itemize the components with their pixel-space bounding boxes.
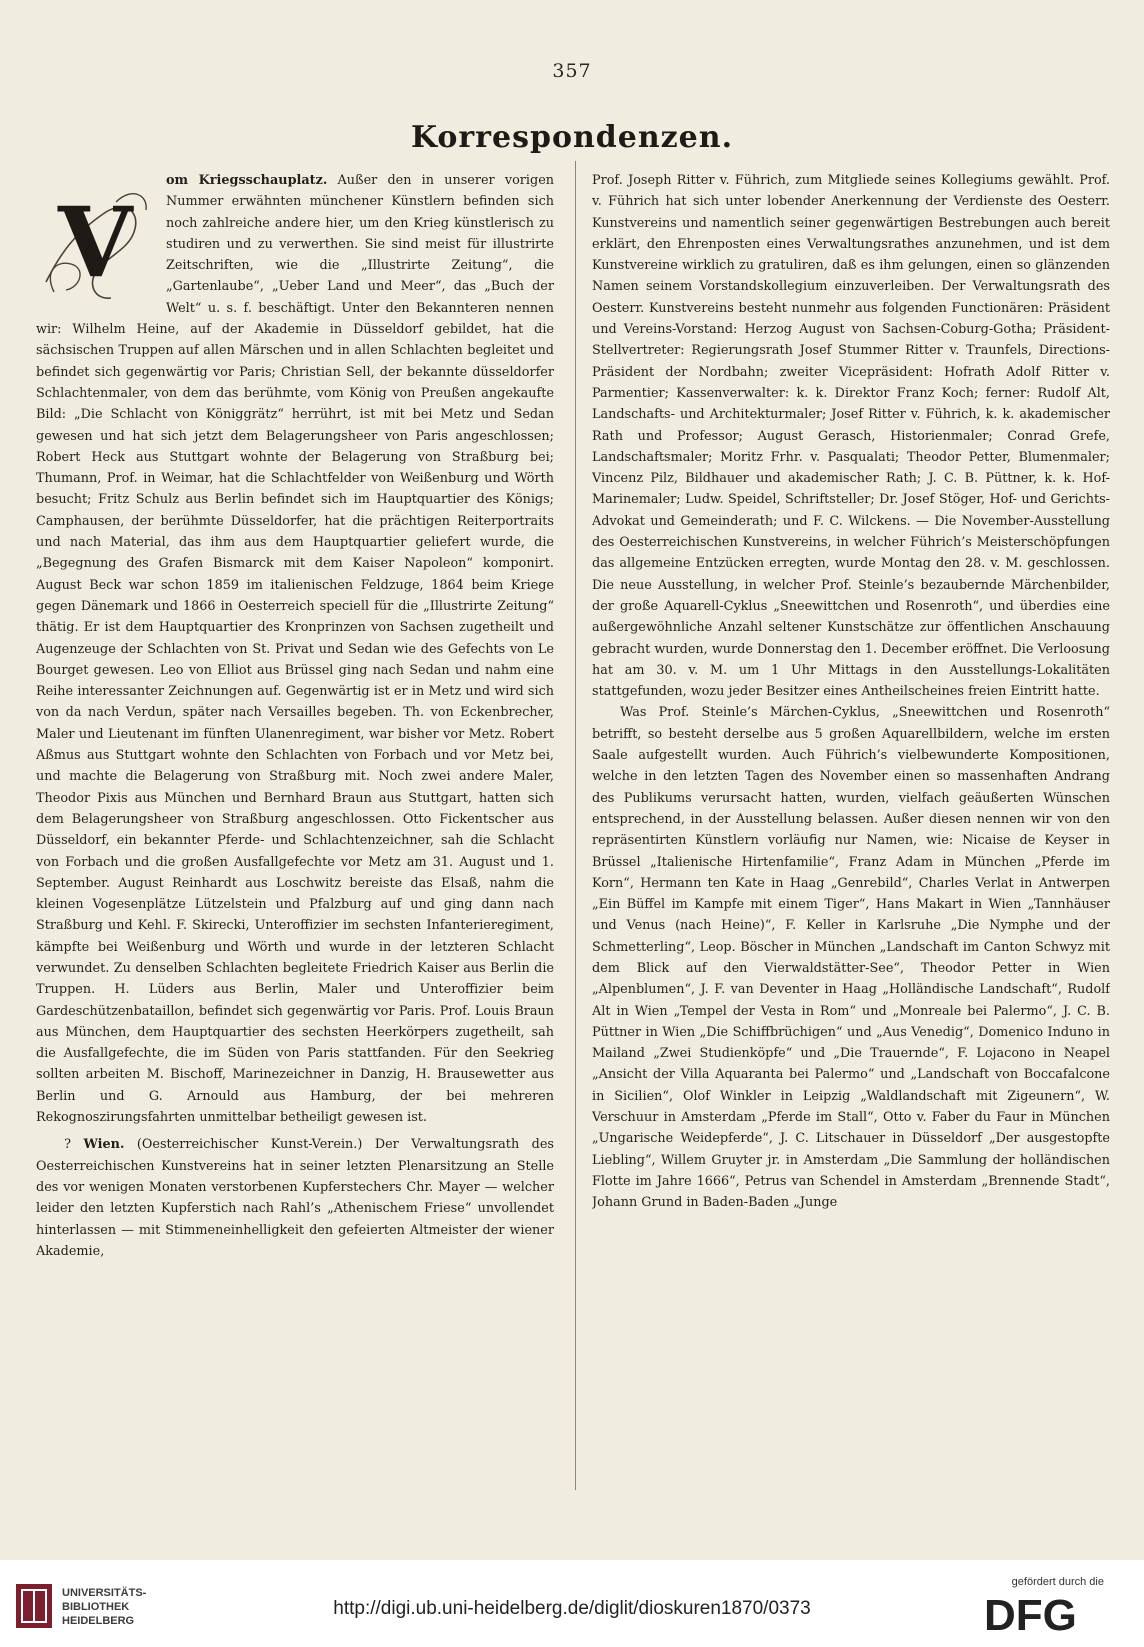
page-number: 357 <box>552 60 592 82</box>
section-heading: Korrespondenzen. <box>410 120 734 155</box>
p2-lead: Wien. <box>83 1137 125 1153</box>
right-p2: Was Prof. Steinle’s Märchen-Cyklus, „Sneewittchen und Rosenroth“ betrifft, so besteht derselbe aus 5 großen Aquarellbildern, welche im ersten Saale aufgestellt wurden. Auch Führich’s vielbewunderte Kompositionen, welche in den letzten Tagen des November einen so massenhaften Andrang des Publikums verursacht hatten, wurden, vielfach geäußerten Wünschen entsprechend, in der Ausstellung belassen. Außer diesen nennen wir von den repräsentirten Künstlern vorläufig nur Namen, wie: Nicaise de Keyser in Brüssel „Italienische Hirtenfamilie“, Franz Adam in München „Pferde im Korn“, Hermann ten Kate in Haag „Genrebild“, Charles Verlat in Antwerpen „Ein Büffel im Kampfe mit einem Tiger“, Hans Makart in Wien „Tannhäuser und Venus (nach Heine)“, F. Keller in Karlsruhe „Die Nymphe und der Schmetterling“, Leop. Böscher in München „Landschaft im Canton Schwyz mit dem Blick auf den Vierwaldstätter-See“, Theodor Petter in Wien „Alpenblumen“, J. F. van Deventer in Haag „Holländische Landschaft“, Rudolf Alt in Wien „Tempel der Vesta in Rom“ und „Monreale bei Palermo“, J. C. B. Püttner in Wien „Die Schiffbrüchigen“ und „Aus Venedig“, Domenico Induno in Mailand „Zwei Studienköpfe“ und „Die Trauernde“, F. Lojacono in Neapel „Ansicht der Villa Aquaranta bei Palermo“ und „Landschaft von Boccafalcone in Sicilien“, Olof Winkler in Leipzig „Waldlandschaft mit Zigeunern“, W. Verschuur in Amsterdam „Pferde im Stall“, Otto v. Faber du Faur in München „Ungarische Weidepferde“, J. C. Litschauer in Düsseldorf „Der ausgestopfte Liebling“, Willem Gruyter jr. in Amsterdam „Die Sammlung der holländischen Flotte im Jahre 1666“, Petrus van Schendel in Amsterdam „Brennende Stadt“, Johann Grund in Baden-Baden „Junge <box>592 705 1110 1211</box>
ornamental-dropcap <box>36 172 156 310</box>
dropcap-ornament-icon <box>36 172 156 310</box>
column-divider <box>575 161 576 1490</box>
p2-prefix: ? <box>64 1137 72 1153</box>
p1-lead: om Kriegsschauplatz. <box>166 173 328 188</box>
dropcap-letter: V <box>58 186 133 299</box>
library-name: UNIVERSITÄTS- BIBLIOTHEK HEIDELBERG <box>62 1587 147 1627</box>
p2-body: (Oesterreichischer Kunst-Verein.) Der Verwaltungsrath des Oesterreichischen Kunstvereins hat in seiner letzten Plenarsitzung an Stelle des vor wenigen Monaten verstorbenen Kupferstechers Chr. Mayer — welcher leider den letzten Kupferstich nach Rahl’s „Athenischem Friese“ unvollendet hinterlassen — mit Stimmeneinhelligkeit den gefeierten Altmeister der wiener Akademie, <box>36 1137 554 1259</box>
funding-note: gefördert durch die <box>1011 1576 1104 1588</box>
dfg-logo-text: DFG <box>984 1591 1077 1636</box>
dfg-logo[interactable] <box>984 1590 1104 1636</box>
digitization-footer <box>0 1560 1144 1647</box>
permalink-url[interactable]: http://digi.ub.uni-heidelberg.de/diglit/dioskuren1870/0373 <box>333 1598 811 1619</box>
left-column <box>36 170 554 1495</box>
p1-body: Außer den in unserer vorigen Nummer erwähnten münchener Künstlern befinden sich noch zahlreiche andere hier, um den Krieg künstlerisch zu studiren und zu verwerthen. Sie sind meist für illustrirte Zeitschriften, wie die „Illustrirte Zeitung“, die „Gartenlaube“, „Ueber Land und Meer“, das „Buch der Welt“ u. s. f. beschäftigt. Unter den Bekannteren nennen wir: Wilhelm Heine, auf der Akademie in Düsseldorf gebildet, hat die sächsischen Truppen auf allen Märschen und in allen Schlachten begleitet und befindet sich gegenwärtig vor Paris; Christian Sell, der bekannte düsseldorfer Schlachtenmaler, von dem das berühmte, vom König von Preußen angekaufte Bild: „Die Schlacht von Königgrätz“ herrührt, ist mit bei Metz und Sedan gewesen und hat sich jetzt dem Belagerungsheer von Paris angeschlossen; Robert Heck aus Stuttgart wohnte der Belagerung von Straßburg bei; Thumann, Prof. in Weimar, hat die Schlachtfelder von Weißenburg und Wörth besucht; Fritz Schulz aus Berlin befindet sich im Hauptquartier des Königs; Camphausen, der berühmte Düsseldorfer, hat die prächtigen Reiterportraits und nach Material, das ihm aus dem Hauptquartier geliefert wurde, die „Begegnung des Grafen Bismarck mit dem Kaiser Napoleon“ komponirt. August Beck war schon 1859 im italienischen Feldzuge, 1864 beim Kriege gegen Dänemark und 1866 in Oesterreich speciell für die „Illustrirte Zeitung“ thätig. Er ist dem Hauptquartier des Kronprinzen von Sachsen zugetheilt und Augenzeuge der Schlachten von St. Privat und Sedan wie des Gefechts von Le Bourget gewesen. Leo von Elliot aus Brüssel ging nach Sedan und nahm eine Reihe interessanter Zeichnungen auf. Gegenwärtig ist er in Metz und wird sich von da nach Verdun, später nach Versailles begeben. Th. von Eckenbrecher, Maler und Lieutenant im fünften Ulanenregiment, war bisher vor Metz. Robert Aßmus aus Stuttgart wohnte den Schlachten von Forbach und vor Metz bei, und machte die Belagerung von Straßburg mit. Noch zwei andere Maler, Theodor Pixis aus München und Bernhard Braun aus Stuttgart, hatten sich dem Belagerungsheer von Straßburg angeschlossen. Otto Fickentscher aus Düsseldorf, ein bekannter Pferde- und Schlachtenzeichner, sah die Schlacht von Forbach und die großen Ausfallgefechte vor Metz am 31. August und 1. September. August Reinhardt aus Loschwitz bereiste das Elsaß, nahm die kleinen Vogesenplätze Lützelstein und Pfalzburg auf und ging dann nach Straßburg und Kehl. F. Skirecki, Unteroffizier im sechsten Infanterieregiment, kämpfte bei Weißenburg und Wörth und wurde in der letzteren Schlacht verwundet. Zu denselben Schlachten begleitete Friedrich Kaiser aus Berlin die Truppen. H. Lüders aus Berlin, Maler und Unteroffizier beim Gardeschützenbataillon, befindet sich gegenwärtig vor Paris. Prof. Louis Braun aus München, dem Hauptquartier des sechsten Heerkörpers zugetheilt, sah die Ausfallgefechte, die im Süden von Paris stattfanden. Für den Seekrieg sollten arbeiten M. Bischoff, Marinezeichner in Danzig, H. Brausewetter aus Berlin und G. Arnould aus Hamburg, der bei mehreren Rekognoszirungsfahrten unmittelbar betheiligt gewesen ist. <box>36 173 554 1126</box>
right-p1: Prof. Joseph Ritter v. Führich, zum Mitgliede seines Kollegiums gewählt. Prof. v. Führich hat sich unter lobender Anerkennung der Verdienste des Oesterr. Kunstvereins und namentlich seiner gegenwärtigen Bestrebungen auch bereit erklärt, den Ehrenposten eines Verwaltungsrathes anzunehmen, und ist dem Kunstvereine wirklich zu gratuliren, daß es ihm gelungen, einen so glänzenden Namen seinem Vorstandskollegium einzuverleiben. Der Verwaltungsrath des Oesterr. Kunstvereins besteht nunmehr aus folgenden Functionären: Präsident und Vereins-Vorstand: Herzog August von Sachsen-Coburg-Gotha; Präsident-Stellvertreter: Regierungsrath Josef Stummer Ritter v. Traunfels, Directions-Präsident der Nordbahn; zweiter Vicepräsident: Hofrath Adolf Ritter v. Parmentier; Kassenverwalter: k. k. Direktor Franz Koch; ferner: Rudolf Alt, Landschafts- und Architekturmaler; Josef Ritter v. Führich, k. k. akademischer Rath und Professor; August Gerasch, Historienmaler; Conrad Grefe, Landschaftsmaler; Moritz Frhr. v. Pasqualati; Theodor Petter, Blumenmaler; Vincenz Pilz, Bildhauer und akademischer Rath; J. C. B. Püttner, k. k. Hof-Marinemaler; Ludw. Speidel, Schriftsteller; Dr. Josef Stöger, Hof- und Gerichts-Advokat und Gemeinderath; und F. C. Wilckens. — Die November-Ausstellung des Oesterreichischen Kunstvereins, in welcher Führich’s Meisterschöpfungen das allgemeine Entzücken erregten, wurde Montag den 28. v. M. geschlossen. Die neue Ausstellung, in welcher Prof. Steinle’s bezaubernde Märchenbilder, der große Aquarell-Cyklus „Sneewittchen und Rosenroth“, und überdies eine außergewöhnliche Anzahl seltener Kunstschätze zur öffentlichen Anschauung gebracht wurden, wurde Donnerstag den 1. December eröffnet. Die Verloosung hat am 30. v. M. um 1 Uhr Mittags in den Ausstellungs-Lokalitäten stattgefunden, wozu jeder Besitzer eines Antheilscheines freien Eintritt hatte. <box>592 173 1110 700</box>
right-column <box>592 170 1110 1495</box>
